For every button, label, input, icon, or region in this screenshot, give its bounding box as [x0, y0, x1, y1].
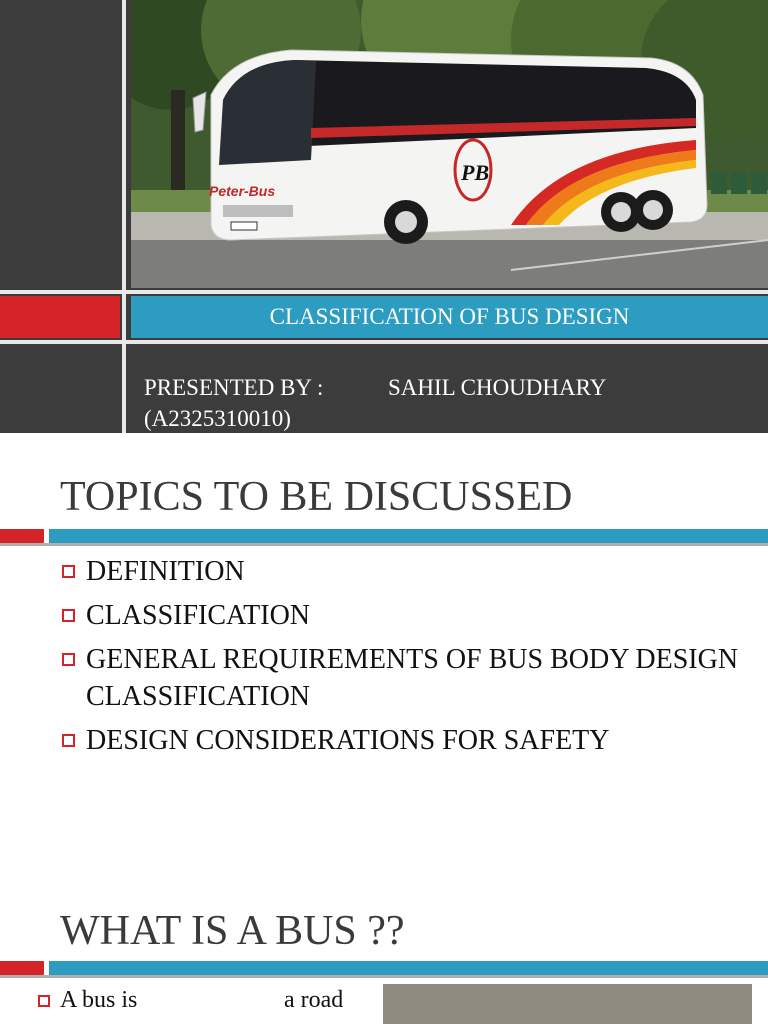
title-rule-gray	[0, 975, 768, 978]
topics-title: TOPICS TO BE DISCUSSED	[60, 474, 573, 520]
presented-by-label: PRESENTED BY :	[144, 375, 324, 400]
definition-slide	[0, 869, 768, 1024]
definition-title: WHAT IS A BUS ??	[60, 908, 405, 954]
vertical-divider	[122, 0, 126, 433]
title-rule-red	[0, 529, 44, 543]
topics-list	[62, 553, 742, 766]
list-item	[62, 722, 742, 759]
square-bullet-icon	[62, 609, 75, 622]
horizontal-divider-top	[0, 290, 768, 294]
presenter-info	[144, 372, 744, 434]
title-rule-blue	[49, 529, 768, 543]
title-rule-blue	[49, 961, 768, 975]
title-rule-red	[0, 961, 44, 975]
title-slide	[0, 0, 768, 433]
horizontal-divider-bottom	[0, 340, 768, 344]
presenter-name: SAHIL CHOUDHARY	[388, 375, 607, 400]
definition-text-part1: A bus is	[60, 987, 138, 1013]
definition-text-part2: a road	[284, 987, 344, 1013]
bus-photo	[131, 0, 768, 288]
bus-logo-text: Peter-Bus	[209, 183, 276, 199]
left-panel	[0, 0, 120, 433]
square-bullet-icon	[62, 653, 75, 666]
list-item-text: DEFINITION	[86, 556, 245, 587]
bus-emblem-text: PB	[461, 160, 490, 185]
title-rule-gray	[0, 543, 768, 546]
list-item	[62, 641, 742, 715]
square-bullet-icon	[62, 734, 75, 747]
square-bullet-icon	[38, 995, 50, 1007]
list-item	[62, 553, 742, 590]
red-accent-block	[0, 296, 120, 338]
list-item-text: GENERAL REQUIREMENTS OF BUS BODY DESIGN CLASSIFICATION	[86, 644, 739, 712]
list-item	[62, 597, 742, 634]
list-item-text: DESIGN CONSIDERATIONS FOR SAFETY	[86, 725, 610, 756]
list-item-text: CLASSIFICATION	[86, 600, 311, 631]
topics-slide	[0, 433, 768, 869]
presenter-id: (A2325310010)	[144, 406, 291, 431]
slide-title: CLASSIFICATION OF BUS DESIGN	[131, 296, 768, 338]
bus-photo-preview	[383, 984, 752, 1024]
square-bullet-icon	[62, 565, 75, 578]
